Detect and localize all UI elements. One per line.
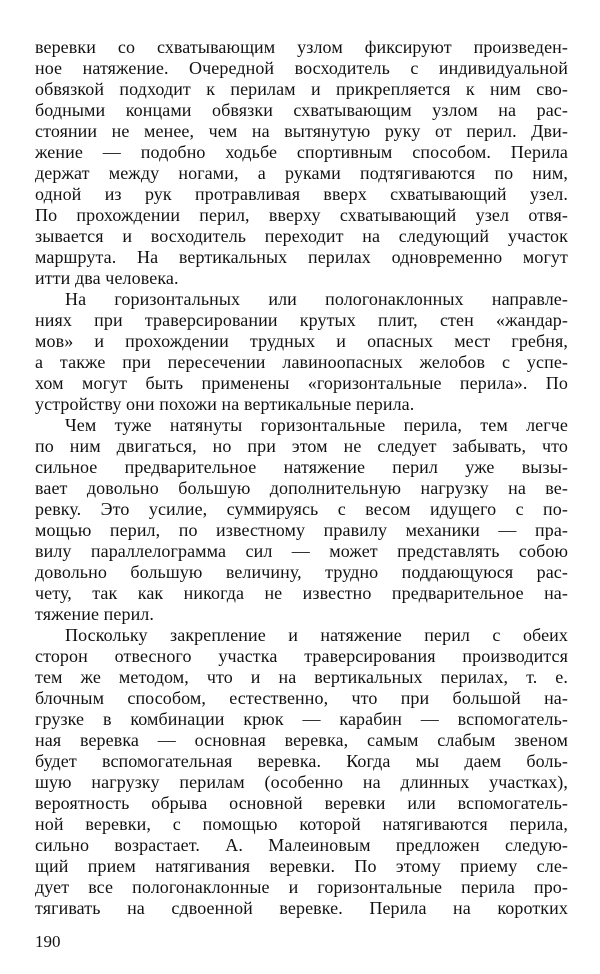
text-line: ной веревки, с помощью которой натягиваются перила,: [35, 814, 568, 834]
text-line: мощью перил, по известному правилу механики — пра-: [35, 520, 568, 540]
text-line: Чем туже натянуты горизонтальные перила, тем легче: [65, 415, 568, 435]
text-line: зывается и восходитель переходит на следующий участок: [35, 226, 568, 246]
text-line: По прохождении перил, вверху схватывающий узел отвя-: [35, 205, 568, 225]
text-line: хом могут быть применены «горизонтальные перила». По: [35, 373, 568, 393]
paragraph: [35, 625, 568, 919]
text-line: итти два человека.: [35, 268, 179, 288]
paragraph: [35, 289, 568, 415]
page-body: [35, 37, 568, 919]
text-line: щий прием натягивания веревки. По этому приему сле-: [35, 856, 568, 876]
page-number: 190: [35, 932, 61, 951]
text-line: шую нагрузку перилам (особенно на длинных участках),: [35, 772, 568, 792]
text-line: ниях при траверсировании крутых плит, стен «жандар-: [35, 310, 568, 330]
text-line: маршрута. На вертикальных перилах одновременно могут: [35, 247, 568, 267]
text-line: ное натяжение. Очередной восходитель с индивидуальной: [35, 58, 568, 78]
text-line: Поскольку закрепление и натяжение перил с обеих: [65, 625, 568, 645]
text-line: тягивать на сдвоенной веревке. Перила на коротких: [35, 898, 568, 918]
text-line: сторон отвесного участка траверсирования производится: [35, 646, 568, 666]
paragraph: [35, 37, 568, 289]
text-line: тем же методом, что и на вертикальных перилах, т. е.: [35, 667, 568, 687]
text-line: ревку. Это усилие, суммируясь с весом идущего с по-: [35, 499, 568, 519]
text-line: грузке в комбинации крюк — карабин — вспомогатель-: [35, 709, 568, 729]
text-line: одной из рук протравливая вверх схватывающий узел.: [35, 184, 568, 204]
text-line: сильное предварительное натяжение перил уже вызы-: [35, 457, 568, 477]
text-line: устройству они похожи на вертикальные перила.: [35, 394, 415, 414]
text-line: стоянии не менее, чем на вытянутую руку от перил. Дви-: [35, 121, 568, 141]
text-line: вероятность обрыва основной веревки или вспомогатель-: [35, 793, 568, 813]
text-line: ная веревка — основная веревка, самым слабым звеном: [35, 730, 568, 750]
text-line: по ним двигаться, но при этом не следует забывать, что: [35, 436, 568, 456]
text-line: дует все пологонаклонные и горизонтальные перила про-: [35, 877, 568, 897]
text-line: блочным способом, естественно, что при большой на-: [35, 688, 568, 708]
text-line: сильно возрастает. А. Малеиновым предложен следую-: [35, 835, 568, 855]
text-line: довольно большую величину, трудно поддающуюся рас-: [35, 562, 568, 582]
text-line: вилу параллелограмма сил — может представлять собою: [35, 541, 568, 561]
text-line: обвязкой подходит к перилам и прикрепляется к ним сво-: [35, 79, 568, 99]
text-line: веревки со схватывающим узлом фиксируют произведен-: [35, 37, 568, 57]
text-line: а также при пересечении лавиноопасных желобов с успе-: [35, 352, 568, 372]
text-line: чету, так как никогда не известно предварительное на-: [35, 583, 568, 603]
text-line: На горизонтальных или пологонаклонных направле-: [65, 289, 568, 309]
text-line: вает довольно большую дополнительную нагрузку на ве-: [35, 478, 568, 498]
text-line: держат между ногами, а руками подтягиваются по ним,: [35, 163, 568, 183]
text-line: жение — подобно ходьбе спортивным способом. Перила: [35, 142, 568, 162]
text-line: мов» и прохождении трудных и опасных мест гребня,: [35, 331, 568, 351]
paragraph: [35, 415, 568, 625]
text-line: тяжение перил.: [35, 604, 154, 624]
text-line: будет вспомогательная веревка. Когда мы даем боль-: [35, 751, 568, 771]
text-line: бодными концами обвязки схватывающим узлом на рас-: [35, 100, 568, 120]
